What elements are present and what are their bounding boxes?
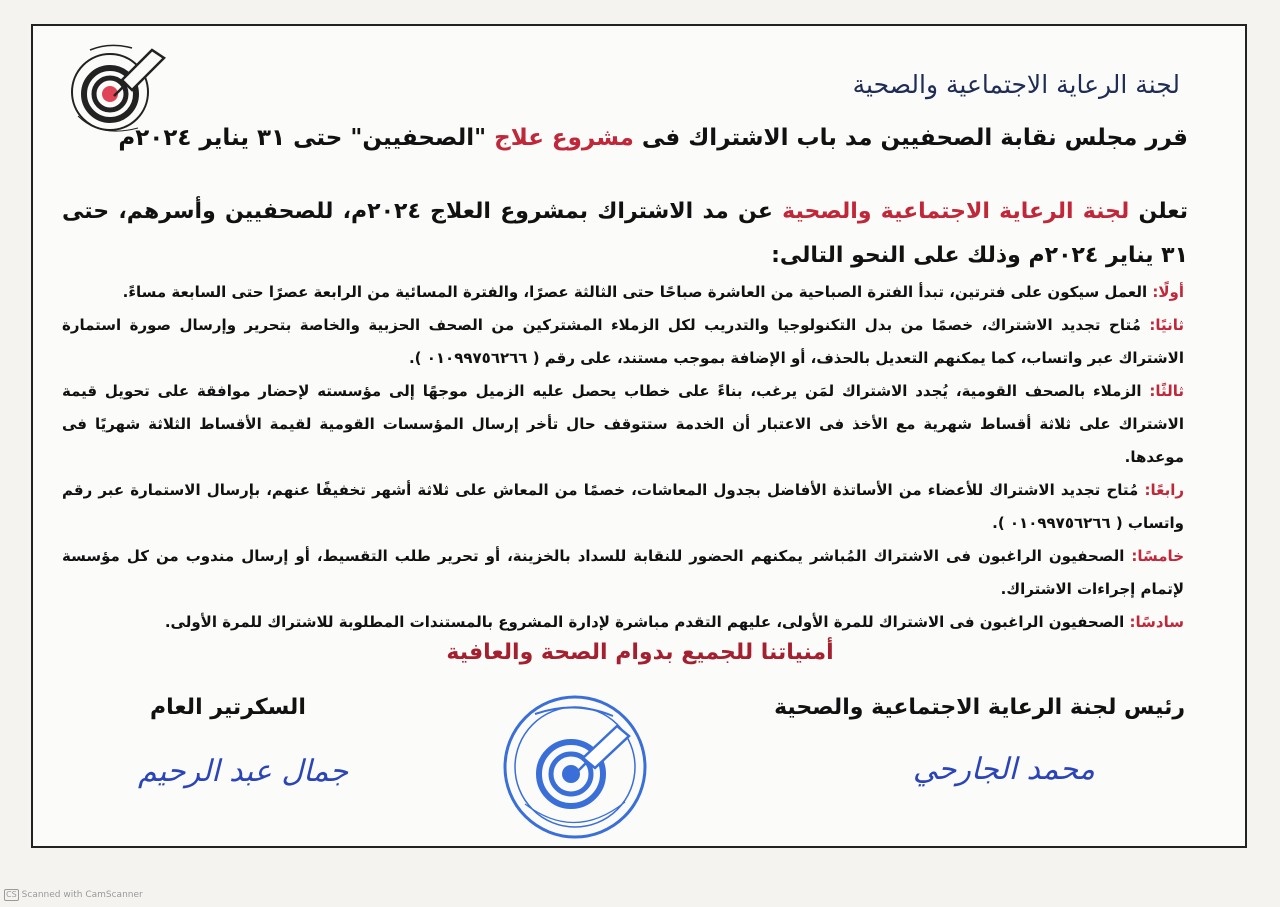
item-text: مُتاح تجديد الاشتراك، خصمًا من بدل التكنولوجيا والتدريب لكل الزملاء المشتركين من الصحف الحزبية والخاصة بتحرير وإرسال صورة استمارة الاشتراك عبر واتساب، كما يمكنهم التعديل بالحذف، أو الإضافة بموجب مستند، على رقم ( ٠١٠٩٩٧٥٦٢٦٦ ). — [62, 316, 1184, 367]
item-label: ثالثًا: — [1149, 382, 1184, 400]
item-label: رابعًا: — [1144, 481, 1184, 499]
decision-highlight: مشروع علاج — [494, 125, 634, 151]
closing-wish: أمنياتنا للجميع بدوام الصحة والعافية — [446, 640, 834, 665]
item-text: مُتاح تجديد الاشتراك للأعضاء من الأساتذة الأفاضل بجدول المعاشات، خصمًا من المعاش على ثلاثة أشهر تخفيفًا عنهم، بإرسال الاستمارة عبر رقم واتساب ( ٠١٠٩٩٧٥٦٢٦٦ ). — [62, 481, 1184, 532]
committee-title: لجنة الرعاية الاجتماعية والصحية — [852, 70, 1180, 99]
list-item — [62, 540, 1184, 606]
chair-title: رئيس لجنة الرعاية الاجتماعية والصحية — [774, 695, 1185, 720]
decision-headline — [118, 125, 1188, 151]
item-text: العمل سيكون على فترتين، تبدأ الفترة الصباحية من العاشرة صباحًا حتى الثالثة عصرًا، والفترة المسائية من الرابعة عصرًا حتى السابعة مساءً. — [122, 283, 1148, 301]
item-text: الصحفيون الراغبون فى الاشتراك المُباشر يمكنهم الحضور للنقابة للسداد بالخزينة، أو تحرير طلب التقسيط، أو إرسال مندوب من كل مؤسسة لإتمام إجراءات الاشتراك. — [62, 547, 1184, 598]
item-label: أولًا: — [1152, 283, 1184, 301]
list-item — [62, 474, 1184, 540]
secretary-signature: جمال عبد الرحيم — [138, 754, 349, 789]
chair-signature: محمد الجارحي — [912, 752, 1095, 787]
list-item — [62, 375, 1184, 474]
announcement-part1: تعلن — [1138, 199, 1188, 224]
list-item — [62, 276, 1184, 309]
announcement — [62, 190, 1188, 278]
official-stamp — [495, 692, 655, 846]
items-list — [62, 276, 1184, 639]
announcement-part2: عن مد الاشتراك بمشروع العلاج ٢٠٢٤م، للصحفيين وأسرهم، حتى ٣١ يناير ٢٠٢٤م وذلك على النحو التالى: — [62, 199, 1188, 268]
scanner-watermark — [4, 889, 143, 901]
item-label: ثانيًا: — [1149, 316, 1184, 334]
item-text: الزملاء بالصحف القومية، يُجدد الاشتراك لمَن يرغب، بناءً على خطاب يحصل عليه الزميل موجهًا إلى مؤسسته لإحضار موافقة على تحويل قيمة الاشتراك على ثلاثة أقساط شهرية مع الأخذ فى الاعتبار أن الخدمة ستتوقف حال تأخر إرسال المؤسسات القومية لقيمة الأقساط الثلاثة شهريًا فى موعدها. — [62, 382, 1184, 466]
camscanner-icon: CS — [6, 890, 17, 899]
item-label: سادسًا: — [1129, 613, 1184, 631]
decision-before: قرر مجلس نقابة الصحفيين مد باب الاشتراك فى — [641, 125, 1188, 151]
item-text: الصحفيون الراغبون فى الاشتراك للمرة الأولى، عليهم التقدم مباشرة لإدارة المشروع بالمستندات المطلوبة للاشتراك للمرة الأولى. — [164, 613, 1125, 631]
list-item — [62, 309, 1184, 375]
decision-after: "الصحفيين" حتى ٣١ يناير ٢٠٢٤م — [118, 125, 487, 151]
list-item — [62, 606, 1184, 639]
announcement-highlight: لجنة الرعاية الاجتماعية والصحية — [782, 199, 1130, 224]
item-label: خامسًا: — [1131, 547, 1184, 565]
secretary-title: السكرتير العام — [150, 695, 306, 720]
scanner-text: Scanned with CamScanner — [21, 890, 143, 900]
